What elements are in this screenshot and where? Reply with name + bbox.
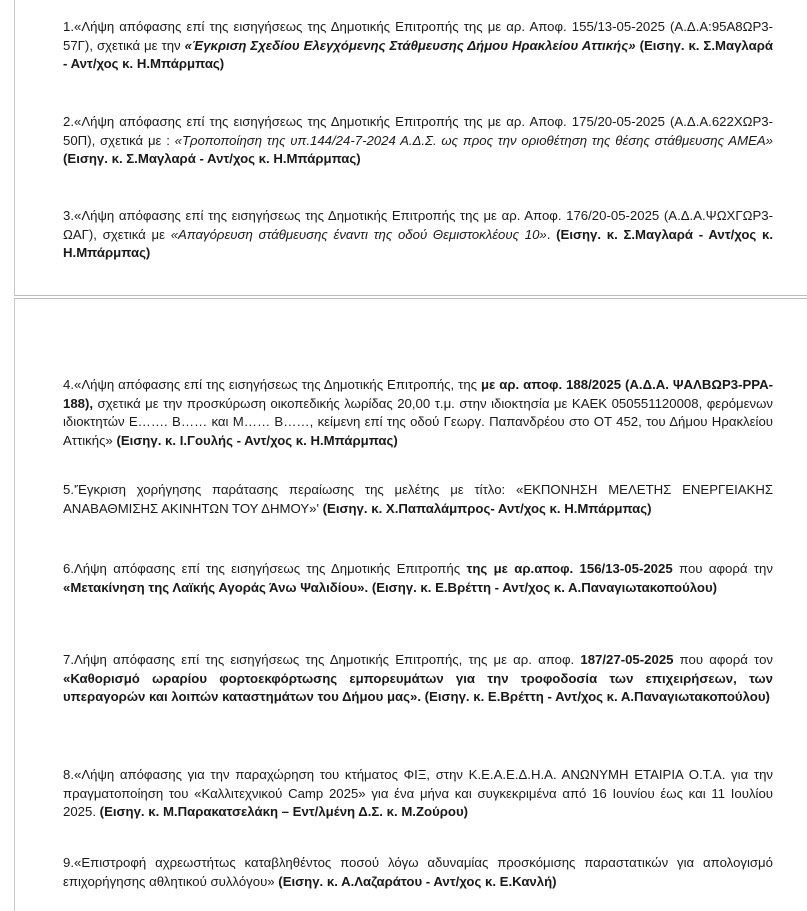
agenda-item-5 bbox=[63, 481, 773, 518]
agenda-item-6-segment: της με αρ.αποφ. 156/13-05-2025 bbox=[466, 561, 673, 576]
agenda-item-7-segment: 187/27-05-2025 bbox=[580, 652, 674, 667]
agenda-item-9-segment: 9.«Επιστροφή αχρεωστήτως καταβληθέντος ποσού λόγω αδυναμίας προσκόμισης παραστατικών για απολογισμό επιχορήγησης αθλητικού συλλόγου» bbox=[63, 855, 773, 889]
agenda-item-1-segment: 1.«Λήψη απόφασης επί της εισηγήσεως της Δημοτικής Επιτροπής της με αρ. Αποφ. 155/13-05-2025 (Α.Δ.Α:95Α8ΩΡ3-57Γ), σχετικά με την bbox=[63, 19, 773, 53]
agenda-item-2-segment: (Εισηγ. κ. Σ.Μαγλαρά - Αντ/χος κ. Η.Μπάρμπας) bbox=[63, 151, 361, 166]
agenda-item-5-segment: 5.'Έγκριση χορήγησης παράτασης περαίωσης της μελέτης με τίτλο: «ΕΚΠΟΝΗΣΗ ΜΕΛΕΤΗΣ ΕΝΕΡΓΕΙΑΚΗΣ ΑΝΑΒΑΘΜΙΣΗΣ ΑΚΙΝΗΤΩΝ ΤΟΥ ΔΗΜΟΥ»' bbox=[63, 482, 773, 516]
agenda-item-3-segment: «Απαγόρευση στάθμευσης έναντι της οδού Θεμιστοκλέους 10» bbox=[170, 226, 547, 242]
agenda-item-1-segment: (Εισηγ. κ. Σ.Μαγλαρά - Αντ/χος κ. Η.Μπάρμπας) bbox=[63, 37, 773, 71]
agenda-item-8 bbox=[63, 766, 773, 822]
agenda-item-8-segment: 8.«Λήψη απόφασης για την παραχώρηση του κτήματος ΦΙΞ, στην Κ.Ε.Α.Ε.Δ.Η.Α. ΑΝΩΝΥΜΗ ΕΤΑΙΡΙΑ Ο.Τ.Α. για την πραγματοποίηση του «Καλλιτεχνικού Camp 2025» για ένα μήνα και συγκεκριμένα από 16 Ιουνίου έως και 11 Ιουλίου 2025. bbox=[63, 767, 773, 819]
agenda-item-1 bbox=[63, 18, 773, 74]
agenda-item-4-segment: 4.«Λήψη απόφασης επί της εισηγήσεως της Δημοτικής Επιτροπής, της bbox=[63, 377, 481, 392]
agenda-item-7-segment: «Καθορισμό ωραρίου φορτοεκφόρτωσης εμπορευμάτων για την τροφοδοσία των επιχειρήσεων, των υπεραγορών και λοιπών καταστημάτων του Δήμου μας». (Εισηγ. κ. Ε.Βρέττη - Αντ/χος κ. Α.Παναγιωτακοπούλου) bbox=[63, 670, 773, 704]
agenda-item-7-segment: που αφορά τον bbox=[673, 652, 773, 667]
agenda-item-6 bbox=[63, 560, 773, 597]
agenda-item-5-segment: (Εισηγ. κ. Χ.Παπαλάμπρος- Αντ/χος κ. Η.Μπάρμπας) bbox=[318, 500, 652, 516]
agenda-item-3-segment: (Εισηγ. κ. Σ.Μαγλαρά - Αντ/χος κ. Η.Μπάρμπας) bbox=[63, 226, 773, 260]
agenda-item-9 bbox=[63, 854, 773, 891]
agenda-item-4-segment: (Εισηγ. κ. Ι.Γουλής - Αντ/χος κ. Η.Μπάρμπας) bbox=[116, 432, 398, 448]
agenda-item-3-segment: 3.«Λήψη απόφασης επί της εισηγήσεως της Δημοτικής Επιτροπής της με αρ. Αποφ. 176/20-05-2025 (Α.Δ.Α.ΨΩΧΓΩΡ3-ΩΑΓ), σχετικά με bbox=[63, 208, 773, 242]
agenda-item-2-segment: «Τροποποίηση της υπ.144/24-7-2024 Α.Δ.Σ. ως προς την οριοθέτηση της θέσης στάθμευσης ΑΜΕΑ» bbox=[174, 132, 773, 148]
agenda-item-3 bbox=[63, 207, 773, 263]
agenda-item-1-segment: «Έγκριση Σχεδίου Ελεγχόμενης Στάθμευσης Δήμου Ηρακλείου Αττικής» bbox=[184, 37, 640, 53]
agenda-item-4-segment: σχετικά με την προσκύρωση οικοπεδικής λωρίδας 20,00 τ.μ. στην ιδιοκτησία με ΚΑΕΚ 050551120008, φερόμενων ιδιοκτητών Ε……. Β…… και Μ…… Β……, κείμενη επί της οδού Γεωργ. Παπανδρέου στο ΟΤ 452, του Δήμου Ηρακλείου Αττικής» bbox=[63, 395, 773, 448]
agenda-item-7 bbox=[63, 651, 773, 707]
agenda-item-6-segment: 6.Λήψη απόφασης επί της εισηγήσεως της Δημοτικής Επιτροπής bbox=[63, 561, 467, 576]
agenda-item-7-segment: 7.Λήψη απόφασης επί της εισηγήσεως της Δημοτικής Επιτροπής, της με αρ. αποφ. bbox=[63, 652, 581, 667]
agenda-item-6-segment: που αφορά την bbox=[672, 561, 773, 576]
agenda-item-4 bbox=[63, 376, 773, 450]
agenda-item-9-segment: (Εισηγ. κ. Α.Λαζαράτου - Αντ/χος κ. Ε.Κανλή) bbox=[278, 873, 557, 889]
agenda-item-8-segment: (Εισηγ. κ. Μ.Παρακατσελάκη – Εντ/λμένη Δ.Σ. κ. Μ.Ζούρου) bbox=[99, 804, 469, 819]
agenda-item-2-segment: 2.«Λήψη απόφασης επί της εισηγήσεως της Δημοτικής Επιτροπής της με αρ. Αποφ. 175/20-05-2025 (Α.Δ.Α.622ΧΩΡ3-50Π), σχετικά με : bbox=[63, 114, 773, 148]
agenda-item-4-segment: με αρ. αποφ. 188/2025 (Α.Δ.Α. ΨΑΛΒΩΡ3-ΡΡΑ- 188), bbox=[63, 377, 773, 411]
agenda-item-6-segment: «Μετακίνηση της Λαϊκής Αγοράς Άνω Ψαλιδίου». (Εισηγ. κ. Ε.Βρέττη - Αντ/χος κ. Α.Παναγιωτακοπούλου) bbox=[63, 579, 718, 595]
agenda-item-2 bbox=[63, 113, 773, 169]
agenda-item-3-segment: . bbox=[546, 226, 557, 242]
